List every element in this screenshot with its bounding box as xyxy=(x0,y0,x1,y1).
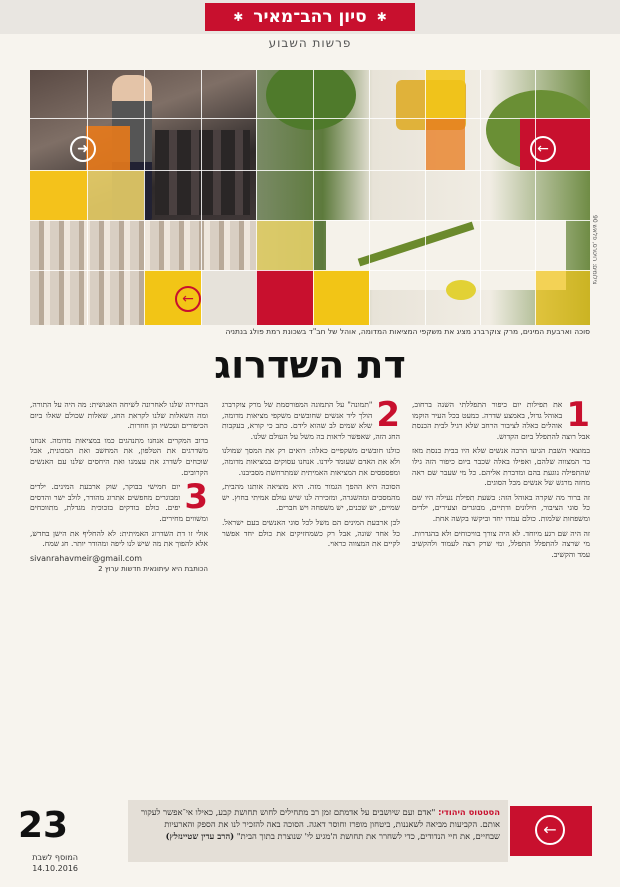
color-tile xyxy=(256,220,313,270)
grid-line xyxy=(87,70,88,325)
grid-line xyxy=(144,70,145,325)
paragraph: לכן ארבעת המינים הם משל לכל סוגי האנשים בעם ישראל. כל אחד שונה, אבל רק כשמחזיקים את כולם יחד אפשר לקיים את המצווה כראוי. xyxy=(222,517,400,549)
photo-collage xyxy=(30,70,590,325)
section-number: 2 xyxy=(376,395,400,435)
grid-line xyxy=(535,70,536,325)
paragraph: כולנו חובשים משקפיים כאלה: רואים רק את המסך שמולנו ולא את האדם שעומד לידנו. אנחנו עסוקים במציאות מדומה, ומפספסים את המציאות האמיתית שמתרחשת מסביבנו. xyxy=(222,446,400,477)
color-tile xyxy=(201,270,256,325)
paragraph: זה היה שם רגע מיוחד. לא היה צורך בוויכוחים ולא בהגדרות. מי שרצה להתפלל התפלל, ומי שרק רצה לעמוד ולהקשיב עמד והקשיב. xyxy=(412,528,590,559)
columnist-name: סיון רהב־מאיר xyxy=(253,7,367,27)
color-tile xyxy=(535,270,590,325)
paragraph: ברוב המקרים אנחנו מתנהגים כמו במציאות מדומה. אנחנו משדרגים את הטלפון, את המחשב ואת המכונית, אבל שוכחים לשדרג את עצמנו ואת היחסים שלנו עם האנשים הקרובים. xyxy=(30,435,208,477)
grid-line xyxy=(30,220,590,221)
article-column-left xyxy=(30,400,208,575)
quote-body: "אדם ועם שיושבים על אדמתם זמן רב מתחילים לחוש תחושת קבע, כאילו אי־אפשר לעקור אותם. הקביעות מביאה לשאננות, ביטחון מופרז וחוסר דאגה. הסוכה באה להזכיר לנו את הספק והארעיות שבחיים, את חיי הנדודים, כדי לשחרר את תחושת ה'מגיע לי' שנוצרת בתוך הבית" xyxy=(140,807,500,841)
section-number: 1 xyxy=(566,395,590,435)
paragraph: אולי זו דת השדרוג האמיתית: לא להחליף את הישן בחדש, אלא להפוך את מה שיש לנו ליפה ומהודר יותר. חג שמח. xyxy=(30,528,208,549)
quote-author: (הרב עדין שטיינזלץ) xyxy=(165,831,235,841)
arrow-left-icon: ← xyxy=(175,286,201,312)
etrog xyxy=(446,280,476,300)
issue-date: 14.10.2016 xyxy=(32,864,78,873)
photo-credit: צילומים: רויטרס, פלאש 90 xyxy=(591,215,598,285)
star-icon: ✱ xyxy=(376,10,387,24)
color-tile xyxy=(87,170,144,220)
arrow-left-icon: ← xyxy=(530,136,556,162)
paragraph: יום חמישי בבוקר, שוק ארבעת המינים. ילדים ומבוגרים מחפשים אתרוג מהודר, לולב ישר והדסים יפים. כולם בודקים בזכוכית מגדלת, מתווכחים ומשווים מחירים. xyxy=(30,482,208,523)
grid-line xyxy=(30,170,590,171)
arrow-right-icon: ➜ xyxy=(70,136,96,162)
color-tile xyxy=(425,70,465,118)
article-headline: דת השדרוג xyxy=(214,343,406,387)
grid-line xyxy=(30,118,590,119)
author-note: הכותבת היא עיתונאית חדשות ערוץ 2 xyxy=(98,565,208,574)
paragraph: הבחירה שלנו לאחרונה לשיחה האנושית: מה היה על התורה, ומה השאלות שלנו לקראת החג, שאלות שכולם שאלו ביום הכיפורים ועכשיו הן חוזרות. xyxy=(30,400,208,431)
paragraph: הסוכה היא ההפך הגמור מזה. היא מוציאה אותנו מהבית, מהמסכים ומהשגרה, ומזכירה לנו שיש עולם אמיתי בחוץ. יש שמיים, יש שכנים, יש משפחה ויש חברים. xyxy=(222,482,400,513)
quote-label: הסטטוס היהודי: xyxy=(438,807,500,817)
arrow-left-icon: ← xyxy=(535,815,565,845)
quote-text xyxy=(138,806,500,842)
issue-meta xyxy=(18,852,78,874)
issue-label: המוסף לשבת xyxy=(32,853,78,862)
photo-caption: סוכה וארבעת המינים, מרק צוקרברג מציג את משקפי המציאות המדומה, אוהל של חב"ד בשכונת רמת פולג בנתניה xyxy=(225,327,590,336)
grid-line xyxy=(30,270,590,271)
grid-line xyxy=(201,70,202,325)
color-tile xyxy=(30,170,87,220)
vr-audience xyxy=(155,130,250,215)
color-tile xyxy=(425,118,465,170)
paragraph: את תפילות יום כיפור התפללתי השנה ברחוב, באוהל גדול, באמצע שדרה. כמעט בכל העיר הוקמו אוהלים כאלה לציבור הרחב שלא רגיל לבית הכנסת אבל רוצה להתפלל ביום הקדוש. xyxy=(412,400,590,441)
color-tile xyxy=(256,270,313,325)
page-number: 23 xyxy=(18,805,69,846)
article-column-middle xyxy=(222,395,400,554)
author-email[interactable]: sivanrahavmeir@gmail.com xyxy=(30,553,143,563)
paragraph: "תמונה" על התמונה המפורסמת של מרק צוקרברג הולך ליד אנשים שחובשים משקפי מציאות מדומה, שלא שמים לב שהוא לידם. כתב כי קורא, בעקבות החג הזה, שאפשר לראות בה משל על העולם שלנו. xyxy=(222,400,400,441)
article-column-right xyxy=(412,395,590,564)
grid-line xyxy=(256,70,257,325)
paragraph: זה ברור מה שקרה באוהל הזה: בשעת תפילת נעילה היו שם כל סוגי הציבור, חילונים ודתיים, מבוגרים וצעירים, ילדים ומשפחות שלמות. כולם עמדו יחד וביקשו בקשה אחת. xyxy=(412,492,590,523)
star-icon: ✱ xyxy=(233,10,244,24)
grid-line xyxy=(480,70,481,325)
grid-line xyxy=(425,70,426,325)
grid-line xyxy=(313,70,314,325)
paragraph: במוצאי השבת הגיעו הרבה אנשים שלא היו בבית כנסת מאז בר המצווה שלהם, ואפילו באלה שכבר ביום כיפור הזה גילו שהתפילה נוגעת בהם ומדברת אליהם. כל מי שעבר שם ראה מחזה מרגש של אנשים מכל הסוגים. xyxy=(412,446,590,488)
color-tile xyxy=(313,270,369,325)
columnist-banner xyxy=(205,3,415,31)
grid-line xyxy=(369,70,370,325)
section-label: פרשות השבוע xyxy=(268,36,352,50)
section-number: 3 xyxy=(184,477,208,518)
sukkah-foliage xyxy=(266,70,356,130)
